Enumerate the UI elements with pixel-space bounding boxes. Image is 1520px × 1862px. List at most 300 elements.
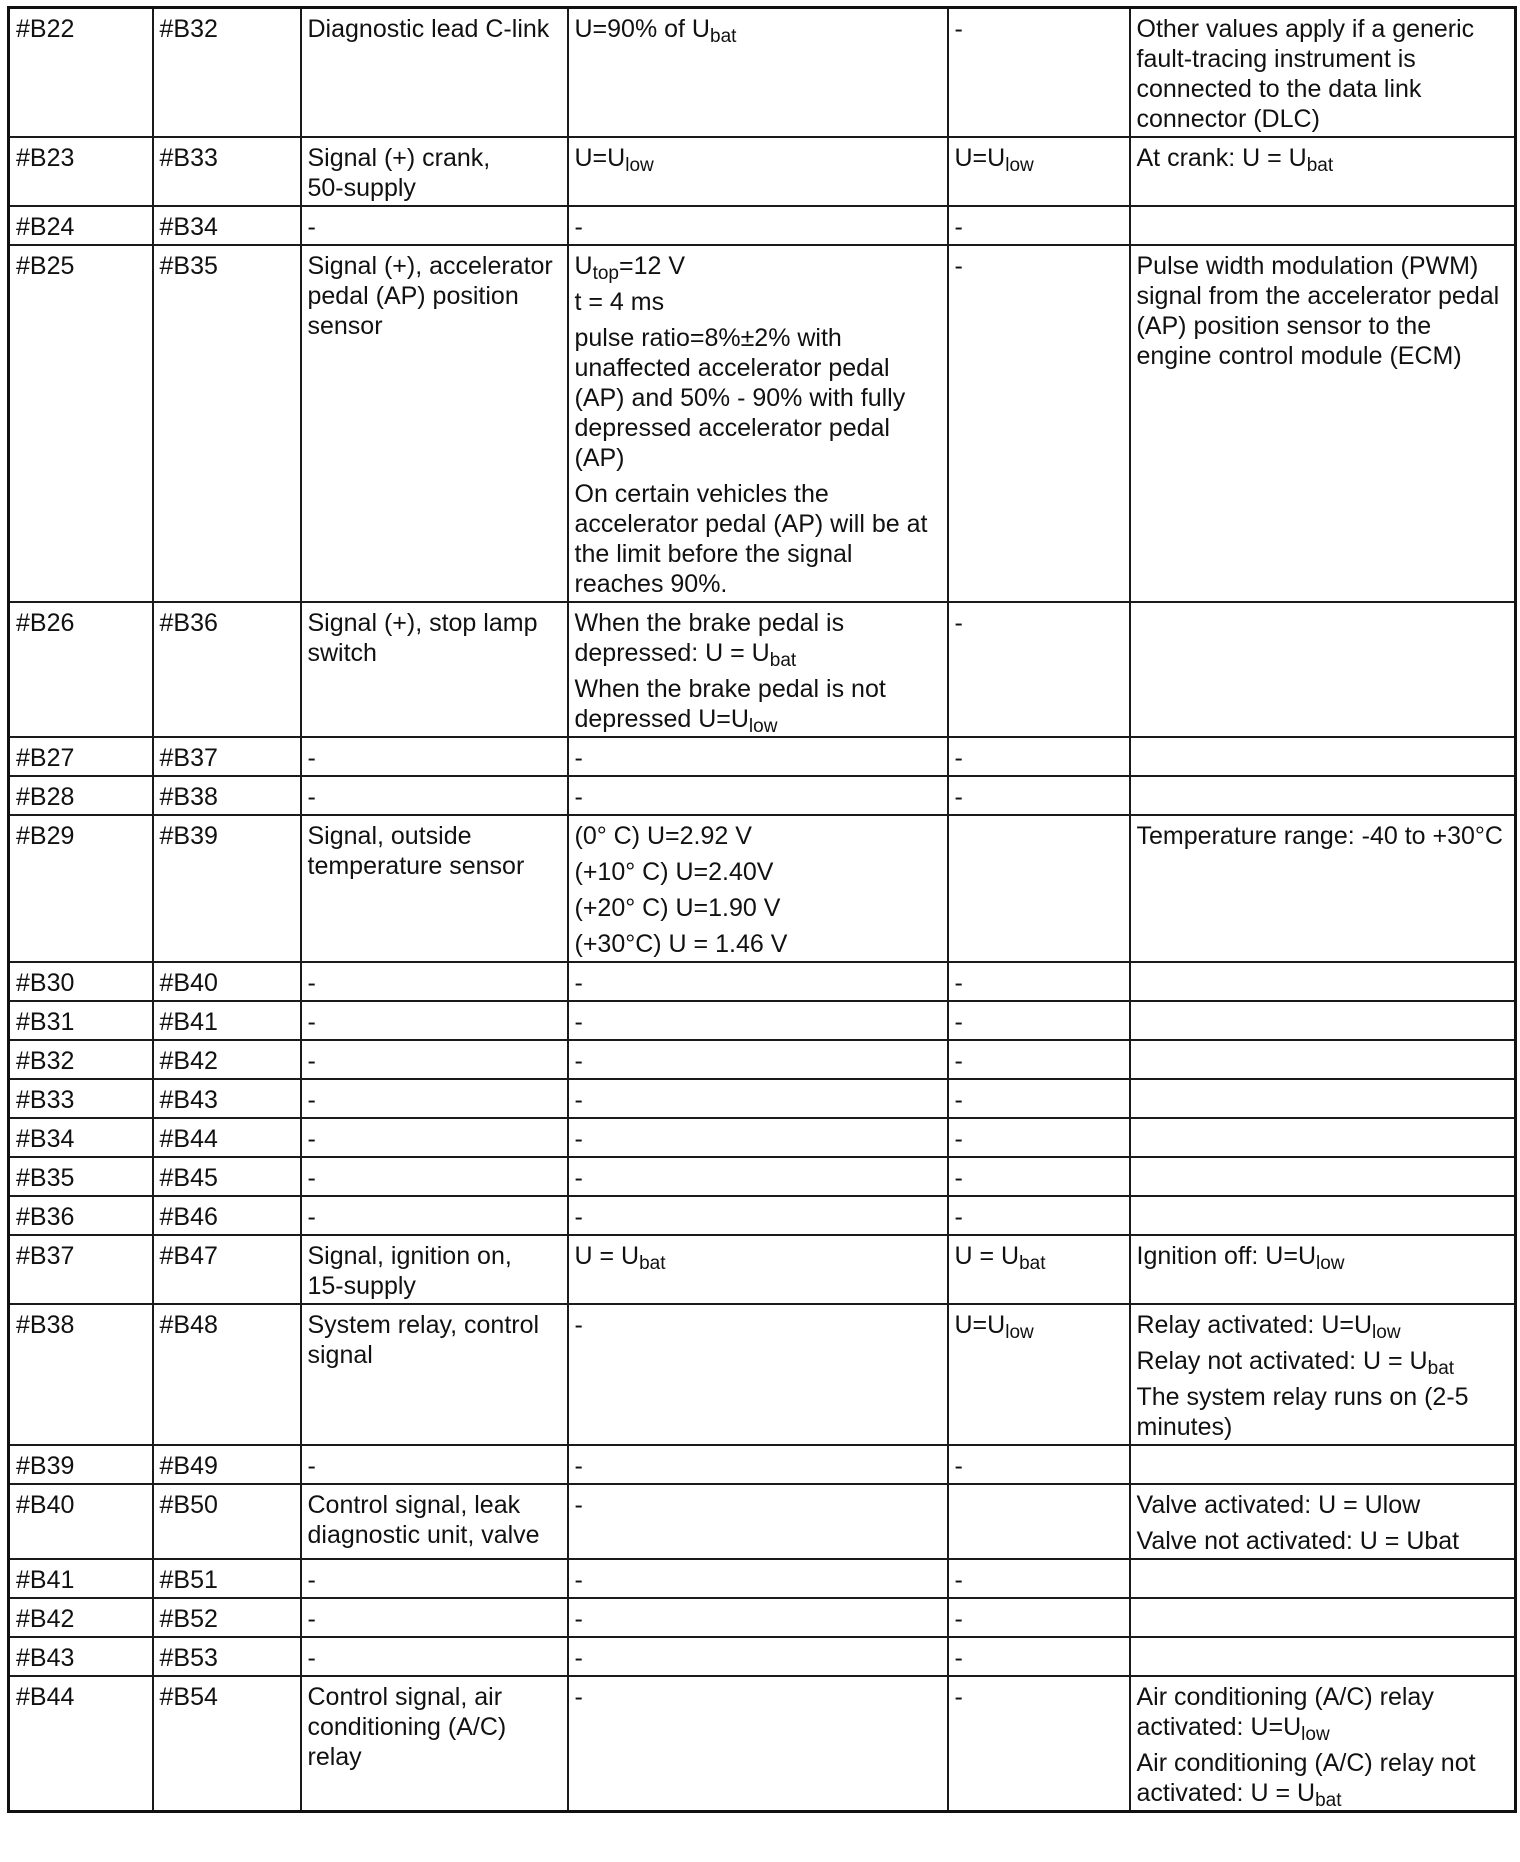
pin-old-cell: #B25 — [9, 245, 153, 602]
alt-value-cell — [948, 1118, 1130, 1157]
subscript-text: low — [1316, 1253, 1345, 1274]
remarks-cell — [1130, 1598, 1516, 1637]
cell-line — [955, 1451, 1124, 1481]
cell-line — [575, 1565, 942, 1595]
value-cell — [568, 1157, 948, 1196]
pin-new-cell: #B38 — [153, 776, 301, 815]
cell-line — [1137, 1382, 1510, 1442]
value-cell — [568, 1676, 948, 1812]
value-cell — [568, 962, 948, 1001]
remarks-cell — [1130, 1676, 1516, 1812]
pin-old-cell: #B36 — [9, 1196, 153, 1235]
subscript-text: low — [1301, 1724, 1330, 1745]
cell-text: - — [574, 1125, 583, 1153]
cell-text: - — [574, 969, 583, 997]
cell-text: - — [954, 15, 963, 43]
remarks-cell — [1130, 1157, 1516, 1196]
cell-line — [1136, 143, 1510, 176]
component-line: Signal (+), accelerator pedal (AP) position sensor — [307, 252, 553, 340]
cell-line — [575, 1085, 942, 1115]
component-line: - — [307, 213, 316, 241]
cell-text: (+20° C) U=1.90 V — [574, 894, 781, 922]
subscript-text: bat — [710, 26, 737, 47]
subscript-text: low — [1005, 1322, 1034, 1343]
cell-text: The system relay runs on (2-5 minutes) — [1136, 1383, 1469, 1441]
subscript-text: top — [592, 263, 619, 284]
component-cell — [301, 602, 568, 737]
pin-old-cell: #B35 — [9, 1157, 153, 1196]
value-cell — [568, 1235, 948, 1304]
component-line: - — [307, 744, 316, 772]
alt-value-cell — [948, 737, 1130, 776]
component-cell — [301, 1001, 568, 1040]
subscript-text: low — [748, 716, 778, 737]
remarks-cell — [1130, 1559, 1516, 1598]
component-cell — [301, 206, 568, 245]
cell-line — [955, 1682, 1124, 1712]
cell-line — [574, 674, 942, 737]
component-line: - — [307, 1605, 316, 1633]
component-cell — [301, 1196, 568, 1235]
component-line: System relay, control signal — [307, 1311, 540, 1369]
component-line: - — [307, 1008, 316, 1036]
pin-new-cell: #B39 — [153, 815, 301, 962]
cell-line — [574, 251, 942, 284]
value-cell — [568, 1445, 948, 1484]
component-cell — [301, 1484, 568, 1559]
alt-value-cell — [948, 1637, 1130, 1676]
cell-line — [955, 1604, 1124, 1634]
component-line: 50-supply — [307, 174, 416, 202]
cell-line — [1136, 1748, 1510, 1811]
pin-new-cell: #B37 — [153, 737, 301, 776]
cell-line — [575, 782, 942, 812]
cell-text: - — [954, 783, 963, 811]
cell-text: - — [574, 1164, 583, 1192]
cell-text: =12 V — [618, 252, 686, 280]
cell-text: U = U — [574, 1242, 640, 1270]
pin-old-cell: #B27 — [9, 737, 153, 776]
pin-old-cell: #B42 — [9, 1598, 153, 1637]
component-line: Control signal, air conditioning (A/C) relay — [307, 1683, 507, 1771]
cell-text: - — [574, 783, 583, 811]
subscript-text: bat — [639, 1253, 666, 1274]
component-line: Signal (+) crank, — [307, 144, 491, 172]
cell-line — [954, 143, 1124, 176]
pin-old-cell: #B28 — [9, 776, 153, 815]
cell-text: - — [574, 1047, 583, 1075]
pin-old-cell: #B44 — [9, 1676, 153, 1812]
table-row — [9, 1196, 1516, 1235]
table-row — [9, 962, 1516, 1001]
alt-value-cell — [948, 1445, 1130, 1484]
pin-values-table — [7, 6, 1517, 1813]
component-cell — [301, 1598, 568, 1637]
remarks-cell — [1130, 962, 1516, 1001]
cell-text: - — [574, 1452, 583, 1480]
table-row — [9, 1676, 1516, 1812]
cell-line — [575, 743, 942, 773]
cell-text: Pulse width modulation (PWM) signal from the accelerator pedal (AP) position sensor to the engine control module (ECM) — [1136, 252, 1500, 370]
cell-text: - — [954, 969, 963, 997]
component-cell — [301, 1040, 568, 1079]
cell-text: At crank: U = U — [1136, 144, 1307, 172]
cell-text: (0° C) U=2.92 V — [574, 822, 752, 850]
pin-old-cell: #B23 — [9, 137, 153, 206]
cell-line — [954, 1310, 1124, 1343]
cell-line — [575, 1202, 942, 1232]
subscript-text: low — [1372, 1322, 1401, 1343]
pin-old-cell: #B30 — [9, 962, 153, 1001]
remarks-cell — [1130, 245, 1516, 602]
cell-line — [955, 608, 1124, 638]
pin-new-cell: #B35 — [153, 245, 301, 602]
subscript-text: low — [625, 155, 654, 176]
value-cell — [568, 1118, 948, 1157]
pin-old-cell: #B33 — [9, 1079, 153, 1118]
alt-value-cell — [948, 1304, 1130, 1445]
cell-text: Other values apply if a generic fault-tracing instrument is connected to the data link connector (DLC) — [1136, 15, 1475, 133]
pin-new-cell: #B42 — [153, 1040, 301, 1079]
cell-line — [955, 968, 1124, 998]
component-line: - — [307, 783, 316, 811]
table-row — [9, 1079, 1516, 1118]
component-cell — [301, 962, 568, 1001]
table-row — [9, 1559, 1516, 1598]
alt-value-cell — [948, 245, 1130, 602]
pin-old-cell: #B41 — [9, 1559, 153, 1598]
cell-line — [575, 821, 942, 851]
alt-value-cell — [948, 1559, 1130, 1598]
cell-line — [574, 608, 942, 671]
value-cell — [568, 1559, 948, 1598]
cell-text: - — [574, 213, 583, 241]
subscript-text: bat — [1306, 155, 1334, 176]
pin-new-cell: #B41 — [153, 1001, 301, 1040]
cell-line — [575, 893, 942, 923]
cell-text: Air conditioning (A/C) relay activated: U=U — [1136, 1683, 1434, 1741]
component-cell — [301, 737, 568, 776]
table-row — [9, 776, 1516, 815]
component-cell — [301, 1637, 568, 1676]
cell-text: t = 4 ms — [574, 288, 665, 316]
table-row — [9, 1637, 1516, 1676]
cell-text: - — [574, 1566, 583, 1594]
component-line: - — [307, 1164, 316, 1192]
value-cell — [568, 245, 948, 602]
cell-line — [1136, 1682, 1510, 1745]
cell-text: - — [574, 1311, 583, 1339]
alt-value-cell — [948, 602, 1130, 737]
cell-line — [955, 1085, 1124, 1115]
table-row — [9, 1484, 1516, 1559]
cell-line — [575, 1046, 942, 1076]
alt-value-cell — [948, 1598, 1130, 1637]
component-line: - — [307, 1086, 316, 1114]
alt-value-cell — [948, 1235, 1130, 1304]
cell-line — [575, 1124, 942, 1154]
value-cell — [568, 815, 948, 962]
table-row — [9, 1001, 1516, 1040]
cell-text: - — [574, 1683, 583, 1711]
component-cell — [301, 1118, 568, 1157]
pin-old-cell: #B29 — [9, 815, 153, 962]
pin-new-cell: #B45 — [153, 1157, 301, 1196]
pin-old-cell: #B24 — [9, 206, 153, 245]
subscript-text: low — [1005, 155, 1034, 176]
cell-text: On certain vehicles the accelerator pedal (AP) will be at the limit before the signal reaches 90%. — [574, 480, 928, 598]
value-cell — [568, 137, 948, 206]
component-cell — [301, 776, 568, 815]
pin-new-cell: #B46 — [153, 1196, 301, 1235]
cell-text: U=U — [574, 144, 626, 172]
cell-text: Ignition off: U=U — [1136, 1242, 1317, 1270]
cell-text: - — [954, 1164, 963, 1192]
alt-value-cell — [948, 962, 1130, 1001]
cell-text: - — [574, 1203, 583, 1231]
cell-text: Relay activated: U=U — [1136, 1311, 1373, 1339]
cell-text: - — [954, 1644, 963, 1672]
component-line: - — [307, 969, 316, 997]
pin-new-cell: #B36 — [153, 602, 301, 737]
cell-line — [575, 1451, 942, 1481]
pin-new-cell: #B34 — [153, 206, 301, 245]
pin-old-cell: #B38 — [9, 1304, 153, 1445]
cell-text: When the brake pedal is not depressed U=U — [574, 675, 886, 733]
value-cell — [568, 1484, 948, 1559]
component-cell — [301, 1235, 568, 1304]
table-row — [9, 1304, 1516, 1445]
cell-text: - — [954, 1566, 963, 1594]
cell-line — [575, 479, 942, 599]
cell-line — [575, 857, 942, 887]
alt-value-cell — [948, 8, 1130, 138]
cell-text: - — [574, 1086, 583, 1114]
remarks-cell — [1130, 1235, 1516, 1304]
cell-text: - — [954, 1683, 963, 1711]
alt-value-cell — [948, 815, 1130, 962]
table-row — [9, 1598, 1516, 1637]
component-cell — [301, 1445, 568, 1484]
cell-line — [1137, 1490, 1510, 1520]
value-cell — [568, 1079, 948, 1118]
cell-line — [1136, 1241, 1510, 1274]
cell-text: U — [574, 252, 593, 280]
table-row — [9, 137, 1516, 206]
cell-text: Valve not activated: U = Ubat — [1136, 1527, 1460, 1555]
value-cell — [568, 737, 948, 776]
subscript-text: bat — [1427, 1358, 1455, 1379]
table-body — [9, 8, 1516, 1812]
subscript-text: bat — [1315, 1790, 1342, 1811]
component-line: Signal, outside temperature sensor — [307, 822, 525, 880]
remarks-cell — [1130, 1040, 1516, 1079]
component-cell — [301, 1304, 568, 1445]
remarks-cell — [1130, 1079, 1516, 1118]
cell-text: When the brake pedal is depressed: U = U — [574, 609, 845, 667]
cell-line — [574, 143, 942, 176]
cell-line — [575, 1310, 942, 1340]
component-line: Signal, ignition on, — [307, 1242, 512, 1270]
table-row — [9, 206, 1516, 245]
cell-line — [955, 1163, 1124, 1193]
table-row — [9, 737, 1516, 776]
alt-value-cell — [948, 1484, 1130, 1559]
pin-new-cell: #B40 — [153, 962, 301, 1001]
pin-new-cell: #B49 — [153, 1445, 301, 1484]
cell-line — [1137, 251, 1510, 371]
value-cell — [568, 1196, 948, 1235]
component-line: Diagnostic lead C-link — [307, 15, 550, 43]
table-row — [9, 602, 1516, 737]
pin-new-cell: #B52 — [153, 1598, 301, 1637]
pin-new-cell: #B44 — [153, 1118, 301, 1157]
pin-new-cell: #B50 — [153, 1484, 301, 1559]
remarks-cell — [1130, 206, 1516, 245]
cell-line — [575, 323, 942, 473]
component-cell — [301, 1079, 568, 1118]
cell-line — [955, 782, 1124, 812]
component-cell — [301, 1157, 568, 1196]
remarks-cell — [1130, 1304, 1516, 1445]
cell-line — [575, 1007, 942, 1037]
pin-new-cell: #B32 — [153, 8, 301, 138]
cell-line — [955, 1007, 1124, 1037]
cell-line — [575, 1643, 942, 1673]
component-line: - — [307, 1452, 316, 1480]
component-line: - — [307, 1203, 316, 1231]
pin-old-cell: #B37 — [9, 1235, 153, 1304]
cell-line — [1136, 1310, 1510, 1343]
component-cell — [301, 1676, 568, 1812]
table-row — [9, 1157, 1516, 1196]
cell-line — [955, 1046, 1124, 1076]
value-cell — [568, 1598, 948, 1637]
table-row — [9, 815, 1516, 962]
remarks-cell — [1130, 137, 1516, 206]
cell-text: - — [954, 609, 963, 637]
component-cell — [301, 245, 568, 602]
cell-line — [575, 1490, 942, 1520]
remarks-cell — [1130, 1001, 1516, 1040]
remarks-cell — [1130, 8, 1516, 138]
cell-text: - — [954, 213, 963, 241]
component-line: - — [307, 1125, 316, 1153]
table-row — [9, 1118, 1516, 1157]
cell-line — [955, 1202, 1124, 1232]
pin-old-cell: #B40 — [9, 1484, 153, 1559]
pin-old-cell: #B32 — [9, 1040, 153, 1079]
cell-line — [1137, 821, 1510, 851]
alt-value-cell — [948, 1079, 1130, 1118]
table-row — [9, 1235, 1516, 1304]
alt-value-cell — [948, 137, 1130, 206]
cell-text: Valve activated: U = Ulow — [1136, 1491, 1421, 1519]
cell-text: Temperature range: -40 to +30°C — [1136, 822, 1503, 850]
cell-line — [1137, 1526, 1510, 1556]
component-line: - — [307, 1047, 316, 1075]
component-line: - — [307, 1566, 316, 1594]
alt-value-cell — [948, 1157, 1130, 1196]
pin-old-cell: #B34 — [9, 1118, 153, 1157]
cell-text: - — [574, 1008, 583, 1036]
remarks-cell — [1130, 1445, 1516, 1484]
cell-text: - — [954, 1047, 963, 1075]
cell-line — [955, 1565, 1124, 1595]
pin-new-cell: #B53 — [153, 1637, 301, 1676]
pin-old-cell: #B26 — [9, 602, 153, 737]
cell-line — [955, 743, 1124, 773]
value-cell — [568, 602, 948, 737]
remarks-cell — [1130, 1637, 1516, 1676]
cell-text: - — [954, 1605, 963, 1633]
cell-text: (+10° C) U=2.40V — [574, 858, 774, 886]
cell-line — [575, 929, 942, 959]
pin-new-cell: #B33 — [153, 137, 301, 206]
cell-text: - — [954, 252, 963, 280]
component-cell — [301, 8, 568, 138]
cell-text: - — [954, 1125, 963, 1153]
value-cell — [568, 8, 948, 138]
remarks-cell — [1130, 1196, 1516, 1235]
component-line: Signal (+), stop lamp switch — [307, 609, 538, 667]
cell-text: - — [574, 1491, 583, 1519]
subscript-text: bat — [1019, 1253, 1046, 1274]
value-cell — [568, 776, 948, 815]
cell-line — [955, 212, 1124, 242]
table-row — [9, 1040, 1516, 1079]
cell-line — [954, 1241, 1124, 1274]
component-cell — [301, 815, 568, 962]
cell-line — [575, 1163, 942, 1193]
cell-text: - — [954, 1203, 963, 1231]
remarks-cell — [1130, 602, 1516, 737]
component-line: 15-supply — [307, 1272, 416, 1300]
cell-line — [575, 1604, 942, 1634]
component-cell — [301, 137, 568, 206]
cell-text: Air conditioning (A/C) relay not activated: U = U — [1136, 1749, 1476, 1807]
component-cell — [301, 1559, 568, 1598]
value-cell — [568, 1637, 948, 1676]
cell-text: pulse ratio=8%±2% with unaffected accelerator pedal (AP) and 50% - 90% with fully depressed accelerator pedal (AP) — [574, 324, 906, 472]
value-cell — [568, 1040, 948, 1079]
cell-line — [955, 14, 1124, 44]
cell-text: - — [574, 1644, 583, 1672]
cell-line — [955, 1124, 1124, 1154]
table-row — [9, 245, 1516, 602]
cell-line — [955, 1643, 1124, 1673]
cell-text: U=U — [954, 1311, 1006, 1339]
cell-line — [575, 212, 942, 242]
cell-text: - — [574, 1605, 583, 1633]
cell-line — [575, 968, 942, 998]
subscript-text: bat — [769, 650, 797, 671]
cell-text: - — [954, 1452, 963, 1480]
pin-new-cell: #B54 — [153, 1676, 301, 1812]
value-cell — [568, 1001, 948, 1040]
remarks-cell — [1130, 737, 1516, 776]
value-cell — [568, 1304, 948, 1445]
pin-new-cell: #B47 — [153, 1235, 301, 1304]
cell-text: Relay not activated: U = U — [1136, 1347, 1428, 1375]
cell-text: (+30°C) U = 1.46 V — [574, 930, 788, 958]
component-line: Control signal, leak diagnostic unit, valve — [307, 1491, 540, 1549]
remarks-cell — [1130, 1484, 1516, 1559]
alt-value-cell — [948, 1040, 1130, 1079]
component-line: - — [307, 1644, 316, 1672]
cell-text: - — [954, 1086, 963, 1114]
alt-value-cell — [948, 1676, 1130, 1812]
